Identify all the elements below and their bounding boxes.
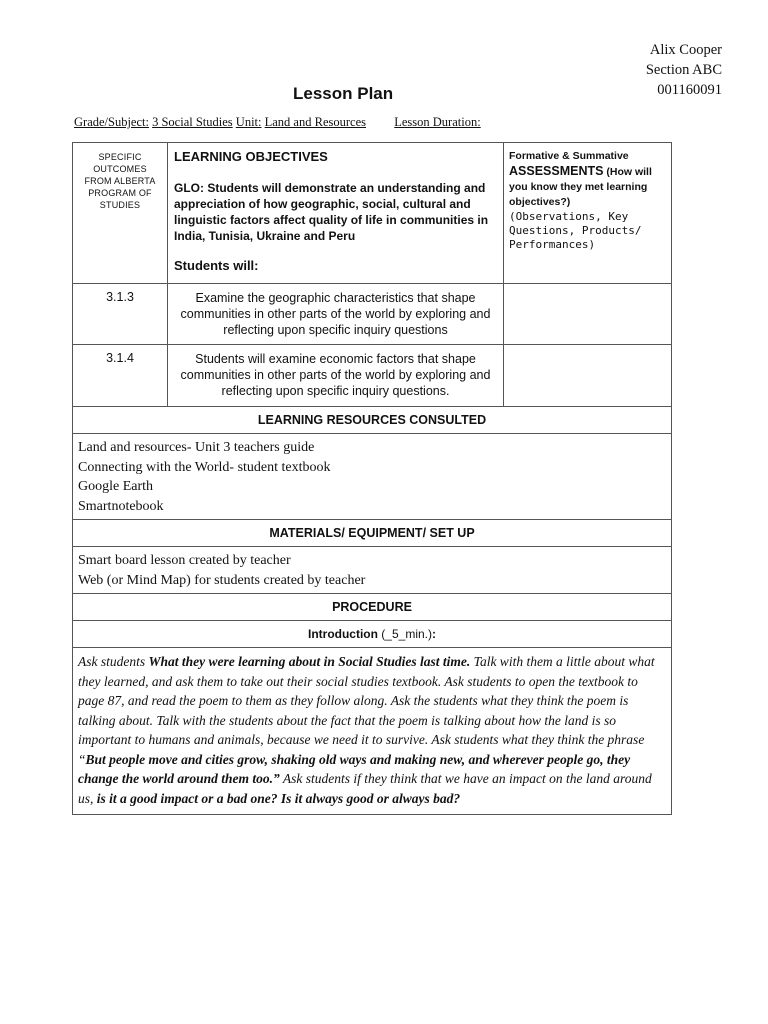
resources-header: LEARNING RESOURCES CONSULTED bbox=[73, 407, 672, 434]
paragraph-text: Ask students bbox=[78, 654, 149, 669]
assessments-cell bbox=[504, 143, 672, 284]
table-header-row bbox=[73, 143, 672, 284]
list-item: Connecting with the World- student textbook bbox=[78, 459, 331, 475]
outcomes-header-line: OUTCOMES bbox=[93, 164, 147, 174]
list-item: Smart board lesson created by teacher bbox=[78, 553, 291, 568]
grade-value: 3 Social Studies bbox=[152, 115, 233, 129]
duration-label: Lesson Duration: bbox=[394, 115, 481, 129]
paragraph-text: Ask students if they think that we have an impact on the land around us, bbox=[78, 771, 652, 806]
paragraph-emphasis: is it a good impact or a bad one? Is it always good or always bad? bbox=[96, 790, 461, 806]
table-row bbox=[73, 345, 672, 407]
paragraph-emphasis: But people move and cities grow, shaking old ways and making new, and wherever people go, they change the world around them too.” bbox=[78, 751, 631, 786]
author-id: 001160091 bbox=[657, 82, 722, 98]
introduction-time: (_5_min.) bbox=[377, 627, 432, 641]
outcome-code: 3.1.4 bbox=[73, 345, 168, 407]
outcomes-header bbox=[73, 143, 168, 284]
author-name: Alix Cooper bbox=[649, 42, 722, 58]
paragraph-emphasis: What they were learning about in Social Studies last time. bbox=[148, 654, 471, 669]
assessments-heading: ASSESSMENTS bbox=[509, 164, 604, 178]
assessment-type: Formative & Summative bbox=[509, 150, 629, 162]
learning-objectives-title: LEARNING OBJECTIVES bbox=[174, 149, 328, 164]
outcomes-header-line: STUDIES bbox=[99, 200, 141, 210]
introduction-header bbox=[73, 621, 672, 648]
assessment-examples: (Observations, Key Questions, Products/ Performances) bbox=[509, 210, 642, 251]
procedure-header: PROCEDURE bbox=[73, 594, 672, 621]
unit-label: Unit: bbox=[235, 115, 262, 129]
assessments-question: (How will you know they met learning objectives?) bbox=[509, 166, 652, 208]
introduction-paragraph bbox=[73, 648, 672, 815]
list-item: Smartnotebook bbox=[78, 498, 164, 514]
introduction-colon: : bbox=[432, 627, 436, 641]
author-block bbox=[646, 40, 722, 100]
assessment-empty-cell bbox=[504, 345, 672, 407]
assessment-empty-cell bbox=[504, 284, 672, 345]
outcomes-header-line: PROGRAM OF bbox=[88, 188, 152, 198]
glo-statement: GLO: Students will demonstrate an understanding and appreciation of how geographic, social, cultural and linguistic factors affect quality of life in communities in India, Tunisia, Ukraine and Peru bbox=[174, 181, 489, 243]
outcome-code: 3.1.3 bbox=[73, 284, 168, 345]
outcome-text: Students will examine economic factors that shape communities in other parts of the world by exploring and reflecting upon specific inquiry questions. bbox=[168, 345, 504, 407]
materials-header: MATERIALS/ EQUIPMENT/ SET UP bbox=[73, 520, 672, 547]
list-item: Web (or Mind Map) for students created by teacher bbox=[78, 572, 366, 588]
table-row bbox=[73, 284, 672, 345]
learning-objectives-cell bbox=[168, 143, 504, 284]
lesson-meta-line bbox=[74, 115, 481, 130]
resources-list bbox=[73, 434, 672, 520]
lesson-plan-table bbox=[72, 142, 672, 815]
outcomes-header-line: FROM ALBERTA bbox=[84, 176, 156, 186]
author-section: Section ABC bbox=[645, 62, 722, 78]
materials-list bbox=[73, 547, 672, 594]
unit-value: Land and Resources bbox=[264, 115, 366, 129]
paragraph-text: Talk with them a little about what they learned, and ask them to take out their social studies textbook. Ask students to open the textbook to page 87, and read the poem to them as they follow along. Ask the students what they think the poem is talking about. Talk with the students about the fact that the poem is talking about how the land is so important to humans and animals, because we need it to survive. Ask students what they think the phrase “ bbox=[78, 654, 655, 767]
list-item: Google Earth bbox=[78, 479, 154, 494]
grade-label: Grade/Subject: bbox=[74, 115, 149, 129]
page-title: Lesson Plan bbox=[293, 84, 394, 103]
introduction-label: Introduction bbox=[307, 627, 378, 641]
outcome-text: Examine the geographic characteristics that shape communities in other parts of the world by exploring and reflecting upon specific inquiry questions bbox=[168, 284, 504, 345]
students-will-label: Students will: bbox=[174, 258, 259, 273]
list-item: Land and resources- Unit 3 teachers guide bbox=[78, 440, 315, 455]
outcomes-header-line: SPECIFIC bbox=[98, 152, 142, 162]
